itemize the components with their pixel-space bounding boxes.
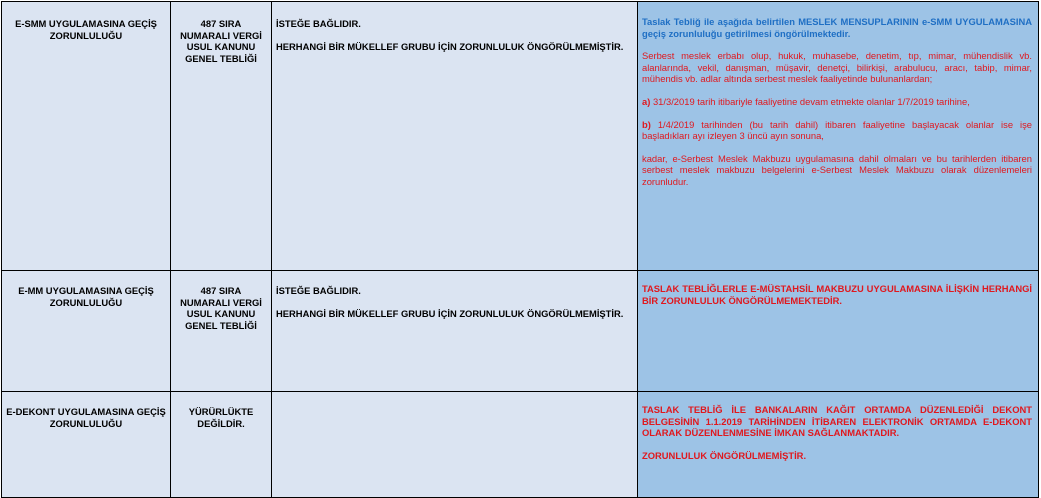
regulation-cell: [171, 392, 272, 498]
table-row: [2, 392, 1039, 498]
item-b-label: b): [642, 118, 651, 130]
item-a-text: 31/3/2019 tarih itibariyle faaliyetine devam etmekte olanlar 1/7/2019 tarihine,: [650, 95, 970, 107]
transition-table: [1, 1, 1039, 498]
draft-note-cell: [638, 392, 1039, 498]
table-row: [2, 2, 1039, 271]
status-no-obligation: HERHANGİ BİR MÜKELLEF GRUBU İÇİN ZORUNLULUK ÖNGÖRÜLMEMİŞTİR.: [276, 40, 624, 52]
application-name-cell: [2, 392, 171, 498]
regulation-source: 487 SIRA NUMARALI VERGİ USUL KANUNU GENEL TEBLİĞİ: [180, 18, 262, 64]
application-name-cell: [2, 2, 171, 271]
draft-note-cell: [638, 271, 1039, 392]
table-row: [2, 271, 1039, 392]
status-optional: İSTEĞE BAĞLIDIR.: [276, 18, 361, 29]
status-cell: [272, 271, 638, 392]
draft-note-item-b: [642, 119, 1032, 142]
regulation-source: 487 SIRA NUMARALI VERGİ USUL KANUNU GENEL TEBLİĞİ: [180, 285, 262, 331]
regulation-source: YÜRÜRLÜKTE DEĞİLDİR.: [188, 406, 254, 429]
regulation-cell: [171, 2, 272, 271]
draft-note-item-a: [642, 96, 1032, 108]
document-page: [1, 1, 1039, 498]
application-name: E-SMM UYGULAMASINA GEÇİŞ ZORUNLULUĞU: [15, 18, 157, 41]
draft-note: TASLAK TEBLİĞLERLE E-MÜSTAHSİL MAKBUZU UYGULAMASINA İLİŞKİN HERHANGİ BİR ZORUNLULUK ÖNGÖRÜLMEMEKTEDİR.: [642, 283, 1032, 306]
item-a-label: a): [642, 95, 651, 107]
status-optional: İSTEĞE BAĞLIDIR.: [276, 285, 361, 296]
draft-note-cell: [638, 2, 1039, 271]
draft-note: TASLAK TEBLİĞ İLE BANKALARIN KAĞIT ORTAMDA DÜZENLEDİĞİ DEKONT BELGESİNİN 1.1.2019 TARİHİNDEN İTİBAREN ELEKTRONİK ORTAMDA E-DEKONT OLARAK DÜZENLENMESİNE İMKAN SAĞLANMAKTADIR.: [642, 404, 1032, 439]
item-b-text: 1/4/2019 tarihinden (bu tarih dahil) itibaren faaliyetine başlayacak olanlar ise işe başladıkları ayı izleyen 3 üncü ayın sonuna,: [642, 118, 1032, 142]
draft-note-intro: Taslak Tebliğ ile aşağıda belirtilen MESLEK MENSUPLARININ e-SMM UYGULAMASINA geçiş zorunluluğu getirilmesi öngörülmektedir.: [642, 16, 1032, 39]
draft-note-conclusion: kadar, e-Serbest Meslek Makbuzu uygulamasına dahil olmaları ve bu tarihlerden itibaren serbest meslek makbuzu belgelerini e-Serbest Meslek Makbuzu olarak düzenlemeleri zorunludur.: [642, 152, 1032, 187]
application-name-cell: [2, 271, 171, 392]
status-cell: [272, 392, 638, 498]
application-name: E-MM UYGULAMASINA GEÇİŞ ZORUNLULUĞU: [18, 285, 154, 308]
application-name: E-DEKONT UYGULAMASINA GEÇİŞ ZORUNLULUĞU: [6, 406, 166, 429]
regulation-cell: [171, 271, 272, 392]
draft-note-conclusion: ZORUNLULUK ÖNGÖRÜLMEMİŞTİR.: [642, 449, 807, 461]
draft-note-paragraph: Serbest meslek erbabı olup, hukuk, muhasebe, denetim, tıp, mimar, mühendislik vb. alanlarında, vekil, danışman, müşavir, denetçi, bilirkişi, arabulucu, aracı, tabip, mimar, mühendis vb. adlar altında serbest meslek faaliyetinde bulunanlardan;: [642, 50, 1032, 85]
status-no-obligation: HERHANGİ BİR MÜKELLEF GRUBU İÇİN ZORUNLULUK ÖNGÖRÜLMEMİŞTİR.: [276, 307, 624, 319]
status-cell: [272, 2, 638, 271]
